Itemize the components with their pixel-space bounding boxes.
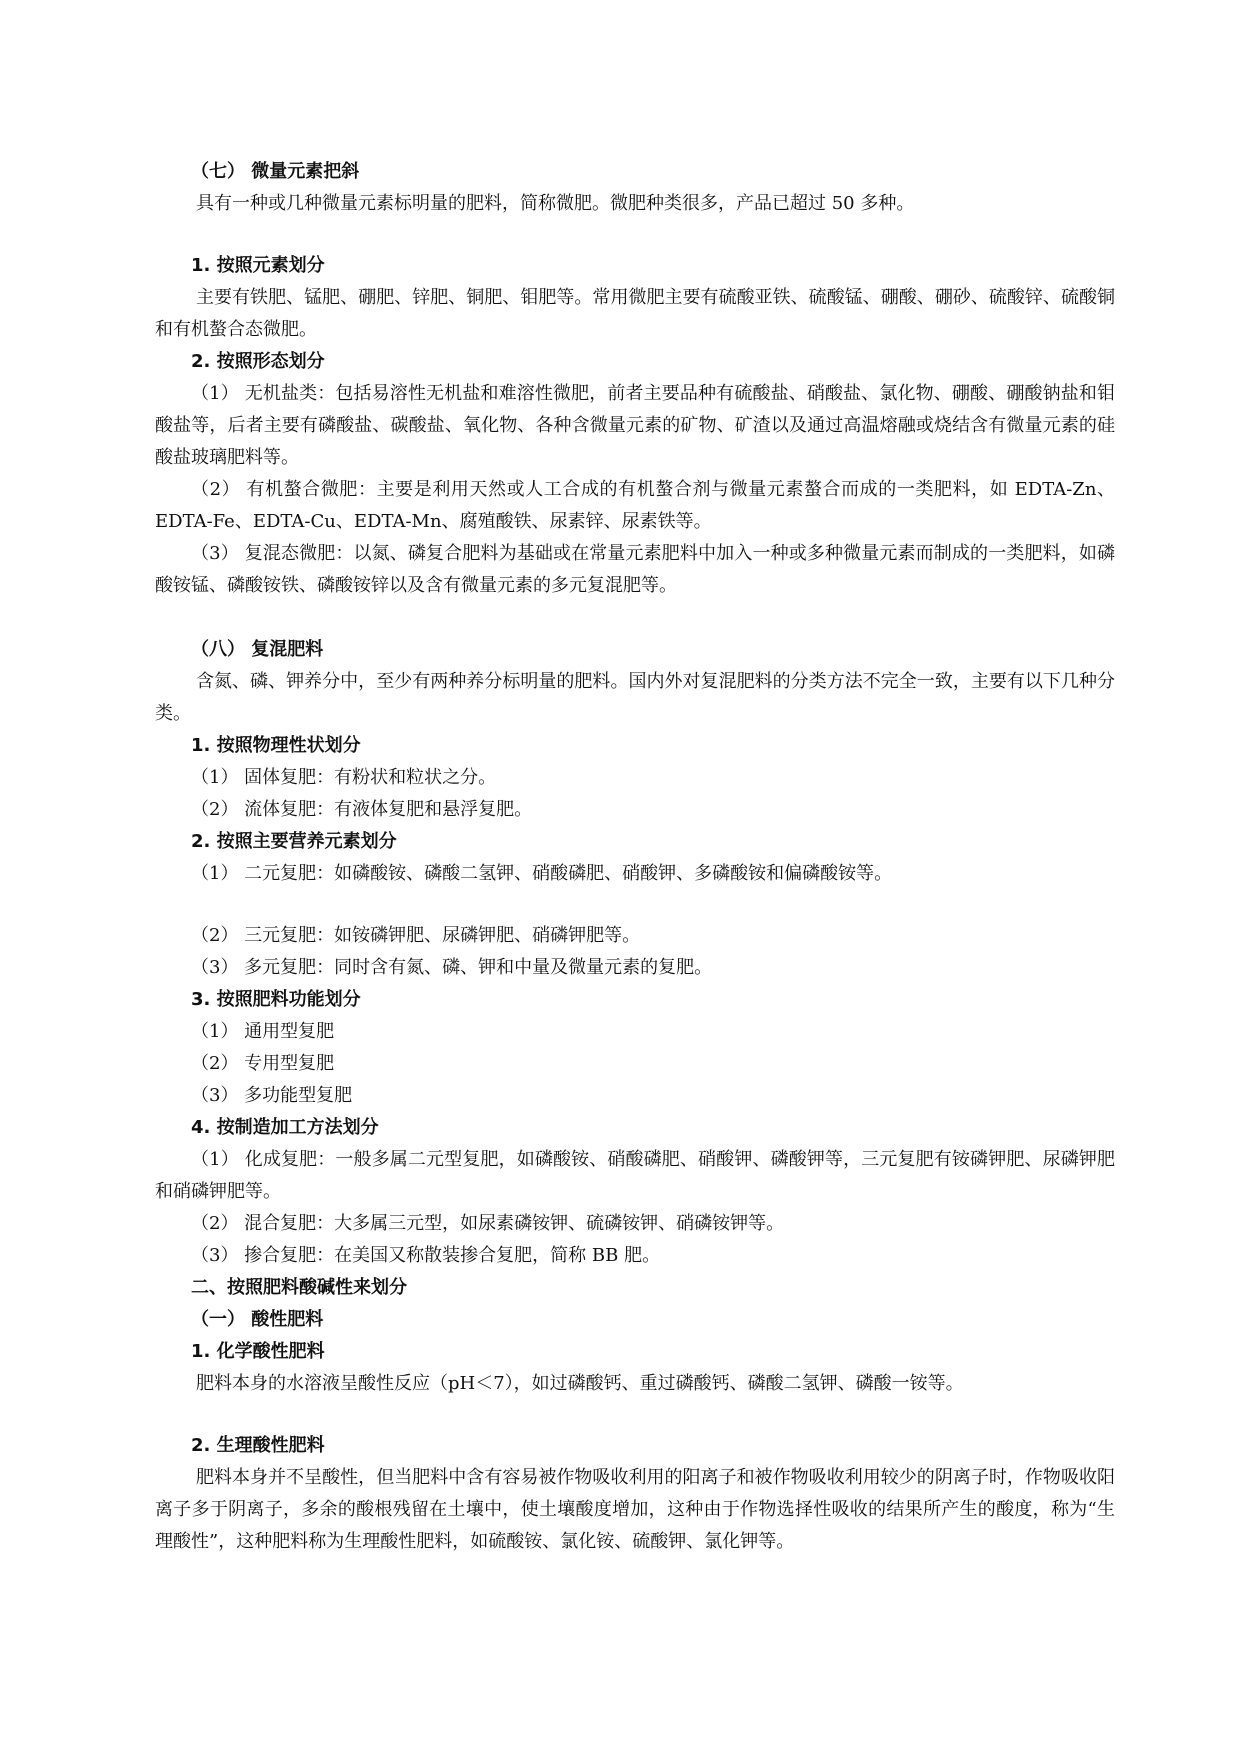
list-item: （1） 固体复肥：有粉状和粒状之分。 [191, 767, 497, 788]
list-item: （2） 有机螯合微肥：主要是利用天然或人工合成的有机螯合剂与微量元素螯合而成的一类肥料，如 EDTA-Zn、EDTA-Fe、EDTA-Cu、EDTA-Mn、腐殖酸铁、尿素锌、尿素铁等。 [155, 479, 1115, 532]
list-item: （3） 掺合复肥：在美国又称散装掺合复肥，简称 BB 肥。 [191, 1245, 661, 1266]
list-item: （3） 多功能型复肥 [191, 1085, 353, 1106]
section-heading-trace-elements: （七） 微量元素把斜 [191, 161, 360, 182]
paragraph-chemical-acidic: 肥料本身的水溶液呈酸性反应（pH＜7），如过磷酸钙、重过磷酸钙、磷酸二氢钾、磷酸一铵等。 [196, 1373, 964, 1394]
list-item: （1） 二元复肥：如磷酸铵、磷酸二氢钾、硝酸磷肥、硝酸钾、多磷酸铵和偏磷酸铵等。 [191, 863, 893, 884]
subheading-by-manufacturing: 4. 按制造加工方法划分 [191, 1117, 379, 1138]
section-heading-acidic-fertilizer: （一） 酸性肥料 [191, 1309, 324, 1330]
list-item: （2） 专用型复肥 [191, 1053, 335, 1074]
list-item: （2） 三元复肥：如铵磷钾肥、尿磷钾肥、硝磷钾肥等。 [191, 925, 641, 946]
spacer [155, 602, 1115, 634]
paragraph-physiological-acidic: 肥料本身并不呈酸性，但当肥料中含有容易被作物吸收利用的阳离子和被作物吸收利用较少的阴离子时，作物吸收阳离子多于阴离子，多余的酸根残留在土壤中，使土壤酸度增加，这种由于作物选择性吸收的结果所产生的酸度，称为“生理酸性”，这种肥料称为生理酸性肥料，如硫酸铵、氯化铵、硫酸钾、氯化钾等。 [155, 1467, 1115, 1552]
section-heading-compound-fertilizer: （八） 复混肥料 [191, 639, 324, 660]
section-intro-trace-elements: 具有一种或几种微量元素标明量的肥料，简称微肥。微肥种类很多，产品已超过 50 多种。 [196, 193, 915, 214]
list-item: （2） 混合复肥：大多属三元型，如尿素磷铵钾、硫磷铵钾、硝磷铵钾等。 [191, 1213, 785, 1234]
subheading-by-function: 3. 按照肥料功能划分 [191, 989, 361, 1010]
chapter-heading-acidity: 二、按照肥料酸碱性来划分 [191, 1277, 407, 1298]
subheading-by-nutrient: 2. 按照主要营养元素划分 [191, 831, 397, 852]
section-intro-compound-fertilizer: 含氮、磷、钾养分中，至少有两种养分标明量的肥料。国内外对复混肥料的分类方法不完全一致，主要有以下几种分类。 [155, 671, 1115, 724]
list-item: （3） 复混态微肥：以氮、磷复合肥料为基础或在常量元素肥料中加入一种或多种微量元素而制成的一类肥料，如磷酸铵锰、磷酸铵铁、磷酸铵锌以及含有微量元素的多元复混肥等。 [155, 543, 1115, 596]
spacer [155, 890, 1115, 920]
list-item: （1） 无机盐类：包括易溶性无机盐和难溶性微肥，前者主要品种有硫酸盐、硝酸盐、氯化物、硼酸、硼酸钠盐和钼酸盐等，后者主要有磷酸盐、碳酸盐、氧化物、各种含微量元素的矿物、矿渣以及通过高温熔融或烧结含有微量元素的硅酸盐玻璃肥料等。 [155, 383, 1115, 468]
document-page [155, 156, 1115, 1558]
subheading-by-form: 2. 按照形态划分 [191, 351, 325, 372]
subheading-physiological-acidic: 2. 生理酸性肥料 [191, 1435, 325, 1456]
spacer [155, 220, 1115, 250]
spacer [155, 1400, 1115, 1430]
list-item: （2） 流体复肥：有液体复肥和悬浮复肥。 [191, 799, 533, 820]
subheading-by-element: 1. 按照元素划分 [191, 255, 325, 276]
list-item: （1） 化成复肥：一般多属二元型复肥，如磷酸铵、硝酸磷肥、硝酸钾、磷酸钾等，三元复肥有铵磷钾肥、尿磷钾肥和硝磷钾肥等。 [155, 1149, 1115, 1202]
paragraph-by-element: 主要有铁肥、锰肥、硼肥、锌肥、铜肥、钼肥等。常用微肥主要有硫酸亚铁、硫酸锰、硼酸、硼砂、硫酸锌、硫酸铜和有机螯合态微肥。 [155, 287, 1115, 340]
subheading-by-physical-state: 1. 按照物理性状划分 [191, 735, 361, 756]
subheading-chemical-acidic: 1. 化学酸性肥料 [191, 1341, 325, 1362]
list-item: （3） 多元复肥：同时含有氮、磷、钾和中量及微量元素的复肥。 [191, 957, 713, 978]
list-item: （1） 通用型复肥 [191, 1021, 335, 1042]
